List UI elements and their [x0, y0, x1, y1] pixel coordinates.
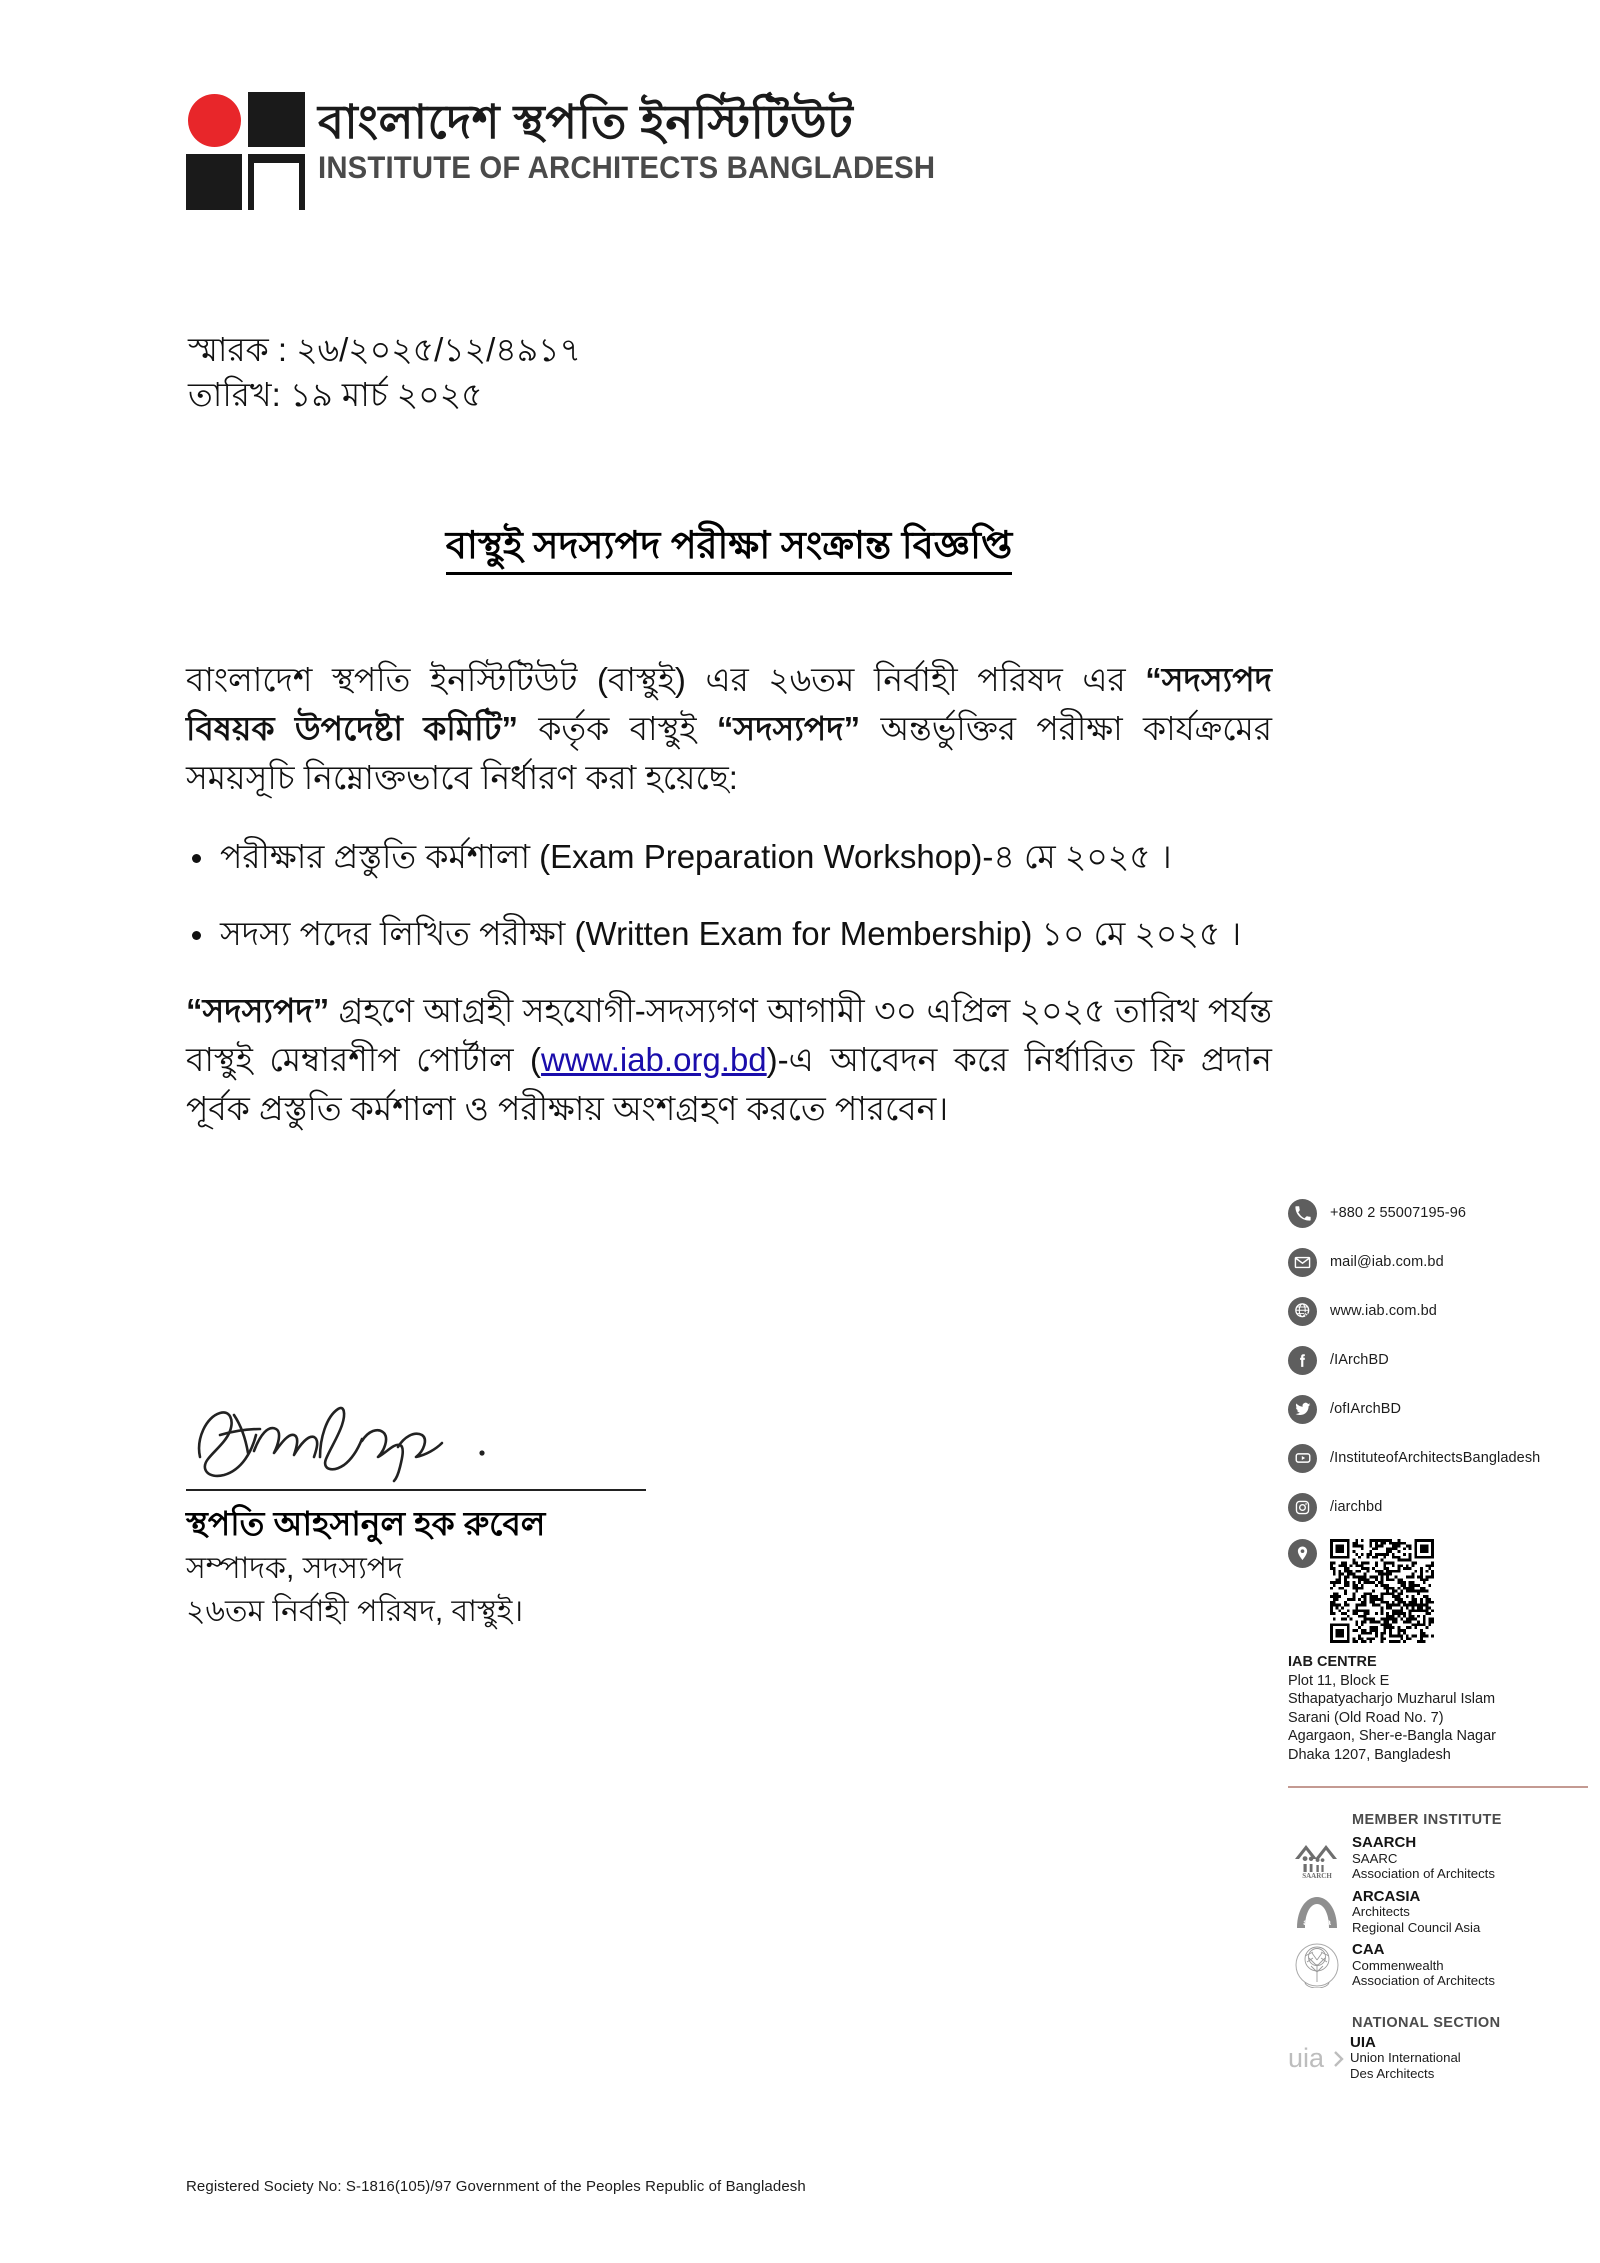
- org-sub: Architects: [1352, 1904, 1410, 1919]
- intro-text-2: কর্তৃক বাস্থুই: [518, 710, 717, 747]
- page-title-text: বাস্থুই সদস্যপদ পরীক্ষা সংক্রান্ত বিজ্ঞপ্তি: [446, 525, 1013, 575]
- address-block: [1288, 1653, 1588, 1764]
- signatory-council: ২৬তম নির্বাহী পরিষদ, বাস্থুই।: [186, 1595, 524, 1628]
- letterhead-name-bangla: বাংলাদেশ স্থপতি ইনস্টিটিউট: [318, 95, 854, 148]
- uia-logo-icon: [1288, 2038, 1346, 2078]
- org-sub: Association of Architects: [1352, 1866, 1495, 1881]
- memo-block: [188, 327, 581, 417]
- footer-registration-text: Registered Society No: S-1816(105)/97 Government of the Peoples Republic of Bangladesh: [186, 2178, 806, 2195]
- phone-icon: [1288, 1199, 1317, 1228]
- svg-text:uia: uia: [1288, 2042, 1325, 2073]
- list-item: সদস্য পদের লিখিত পরীক্ষা (Written Exam for Membership) ১০ মে ২০২৫ ।: [186, 909, 1272, 958]
- member-institute-arcasia: [1288, 1889, 1588, 1936]
- contact-email-text: mail@iab.com.bd: [1330, 1254, 1444, 1270]
- address-title: IAB CENTRE: [1288, 1654, 1377, 1670]
- member-institute-label: MEMBER INSTITUTE: [1352, 1812, 1502, 1828]
- contact-row-email[interactable]: [1288, 1245, 1588, 1279]
- document-body: [186, 655, 1272, 1133]
- intro-bold-committee: “সদস্যপদ বিষয়ক উপদেষ্টা কমিটি”: [186, 661, 1272, 747]
- memo-date: তারিখ: ১৯ মার্চ ২০২৫: [188, 376, 483, 413]
- contact-row-phone[interactable]: [1288, 1196, 1588, 1230]
- org-sub: Commenwealth: [1352, 1957, 1444, 1973]
- org-name: ARCASIA: [1352, 1887, 1421, 1905]
- schedule-list: [186, 832, 1272, 958]
- contact-row-twitter[interactable]: [1288, 1392, 1588, 1426]
- contact-sidebar: [1288, 1196, 1588, 2081]
- caa-logo-icon: [1288, 1942, 1346, 1988]
- org-sub: Union International: [1350, 2050, 1461, 2065]
- contact-row-instagram[interactable]: [1288, 1490, 1588, 1524]
- iab-logo-icon: [186, 92, 304, 210]
- address-line: Agargaon, Sher-e-Bangla Nagar: [1288, 1728, 1496, 1744]
- contact-row-youtube[interactable]: [1288, 1441, 1588, 1475]
- svg-text:SAARCH: SAARCH: [1302, 1872, 1332, 1880]
- contact-twitter-text: /ofIArchBD: [1330, 1401, 1402, 1417]
- org-sub: SAARC: [1352, 1850, 1398, 1866]
- contact-row-website[interactable]: [1288, 1294, 1588, 1328]
- facebook-icon: [1288, 1346, 1317, 1375]
- envelope-icon: [1288, 1248, 1317, 1277]
- signatory-designation: সম্পাদক, সদস্যপদ: [186, 1552, 403, 1585]
- signatory-name: স্থপতি আহসানুল হক রুবেল: [186, 1505, 546, 1542]
- location-qr-row: [1288, 1539, 1588, 1643]
- letterhead-logo-block: [186, 92, 982, 210]
- address-line: Dhaka 1207, Bangladesh: [1288, 1746, 1451, 1763]
- org-sub: Association of Architects: [1352, 1973, 1495, 1988]
- member-institute-caa: [1288, 1942, 1588, 1989]
- page-title: [186, 516, 1272, 580]
- instagram-icon: [1288, 1493, 1317, 1522]
- address-line: Sthapatyacharjo Muzharul Islam: [1288, 1691, 1496, 1707]
- national-section-uia: [1288, 2035, 1588, 2082]
- member-institute-saarch: [1288, 1835, 1588, 1882]
- contact-phone-text: +880 2 55007195-96: [1330, 1205, 1467, 1221]
- membership-portal-link[interactable]: www.iab.org.bd: [541, 1041, 767, 1078]
- contact-facebook-text: /IArchBD: [1330, 1352, 1389, 1368]
- handwritten-signature: [190, 1395, 510, 1485]
- org-name: SAARCH: [1352, 1834, 1417, 1851]
- signature-block: [186, 1395, 656, 1633]
- org-sub: Des Architects: [1350, 2065, 1435, 2081]
- closing-bold-membership: “সদস্যপদ”: [186, 992, 330, 1029]
- address-line: Plot 11, Block E: [1288, 1672, 1390, 1689]
- list-item: পরীক্ষার প্রস্তুতি কর্মশালা (Exam Preparation Workshop)-৪ মে ২০২৫ ।: [186, 832, 1272, 881]
- org-name: UIA: [1350, 2033, 1376, 2051]
- intro-text-3: অন্তর্ভুক্তির পরীক্ষা কার্যক্রমের সময়সূচি নিম্নোক্তভাবে নির্ধারণ করা হয়েছে:: [186, 710, 1272, 796]
- signature-rule: [186, 1489, 646, 1491]
- closing-text-1: গ্রহণে আগ্রহী সহযোগী-সদস্যগণ আগামী ৩০ এপ্রিল ২০২৫ তারিখ পর্যন্ত বাস্থুই মেম্বারশীপ পোর্টাল (: [186, 992, 1272, 1078]
- sidebar-divider: [1288, 1786, 1588, 1788]
- contact-website-text: www.iab.com.bd: [1330, 1303, 1437, 1319]
- twitter-icon: [1288, 1395, 1317, 1424]
- globe-icon: [1288, 1297, 1317, 1326]
- intro-text-1: বাংলাদেশ স্থপতি ইনস্টিটিউট (বাস্থুই) এর ২৬তম নির্বাহী পরিষদ এর: [186, 661, 1146, 698]
- logo-red-circle-icon: [188, 94, 241, 147]
- org-name: CAA: [1352, 1941, 1385, 1958]
- memo-reference: স্মারক : ২৬/২০২৫/১২/৪৯১৭: [188, 331, 581, 368]
- org-sub: Regional Council Asia: [1352, 1919, 1481, 1935]
- national-section-label: NATIONAL SECTION: [1352, 2014, 1501, 2031]
- youtube-icon: [1288, 1444, 1317, 1473]
- logo-square-outline-bottom-right-icon: [248, 154, 305, 210]
- contact-row-facebook[interactable]: [1288, 1343, 1588, 1377]
- address-line: Sarani (Old Road No. 7): [1288, 1709, 1444, 1726]
- saarch-logo-icon: [1288, 1835, 1346, 1881]
- contact-instagram-text: /iarchbd: [1330, 1499, 1383, 1515]
- closing-paragraph: [186, 986, 1272, 1133]
- logo-square-bottom-left-icon: [186, 154, 242, 210]
- closing-text-2: )-এ আবেদন করে নির্ধারিত ফি প্রদান পূর্বক প্রস্তুতি কর্মশালা ও পরীক্ষায় অংশগ্রহণ করতে পারবেন।: [186, 1041, 1272, 1127]
- intro-paragraph: [186, 655, 1272, 802]
- logo-square-top-right-icon: [248, 92, 305, 147]
- letterhead-name-english: INSTITUTE OF ARCHITECTS BANGLADESH: [318, 149, 936, 185]
- contact-youtube-text: /InstituteofArchitectsBangladesh: [1330, 1450, 1541, 1466]
- letterhead-wordmark: [318, 92, 982, 184]
- intro-bold-membership: “সদস্যপদ”: [716, 710, 861, 747]
- qr-code-image: [1330, 1539, 1434, 1643]
- svg-text:arcasia: arcasia: [1303, 1917, 1331, 1927]
- arcasia-logo-icon: [1288, 1889, 1346, 1935]
- map-pin-icon: [1288, 1539, 1317, 1568]
